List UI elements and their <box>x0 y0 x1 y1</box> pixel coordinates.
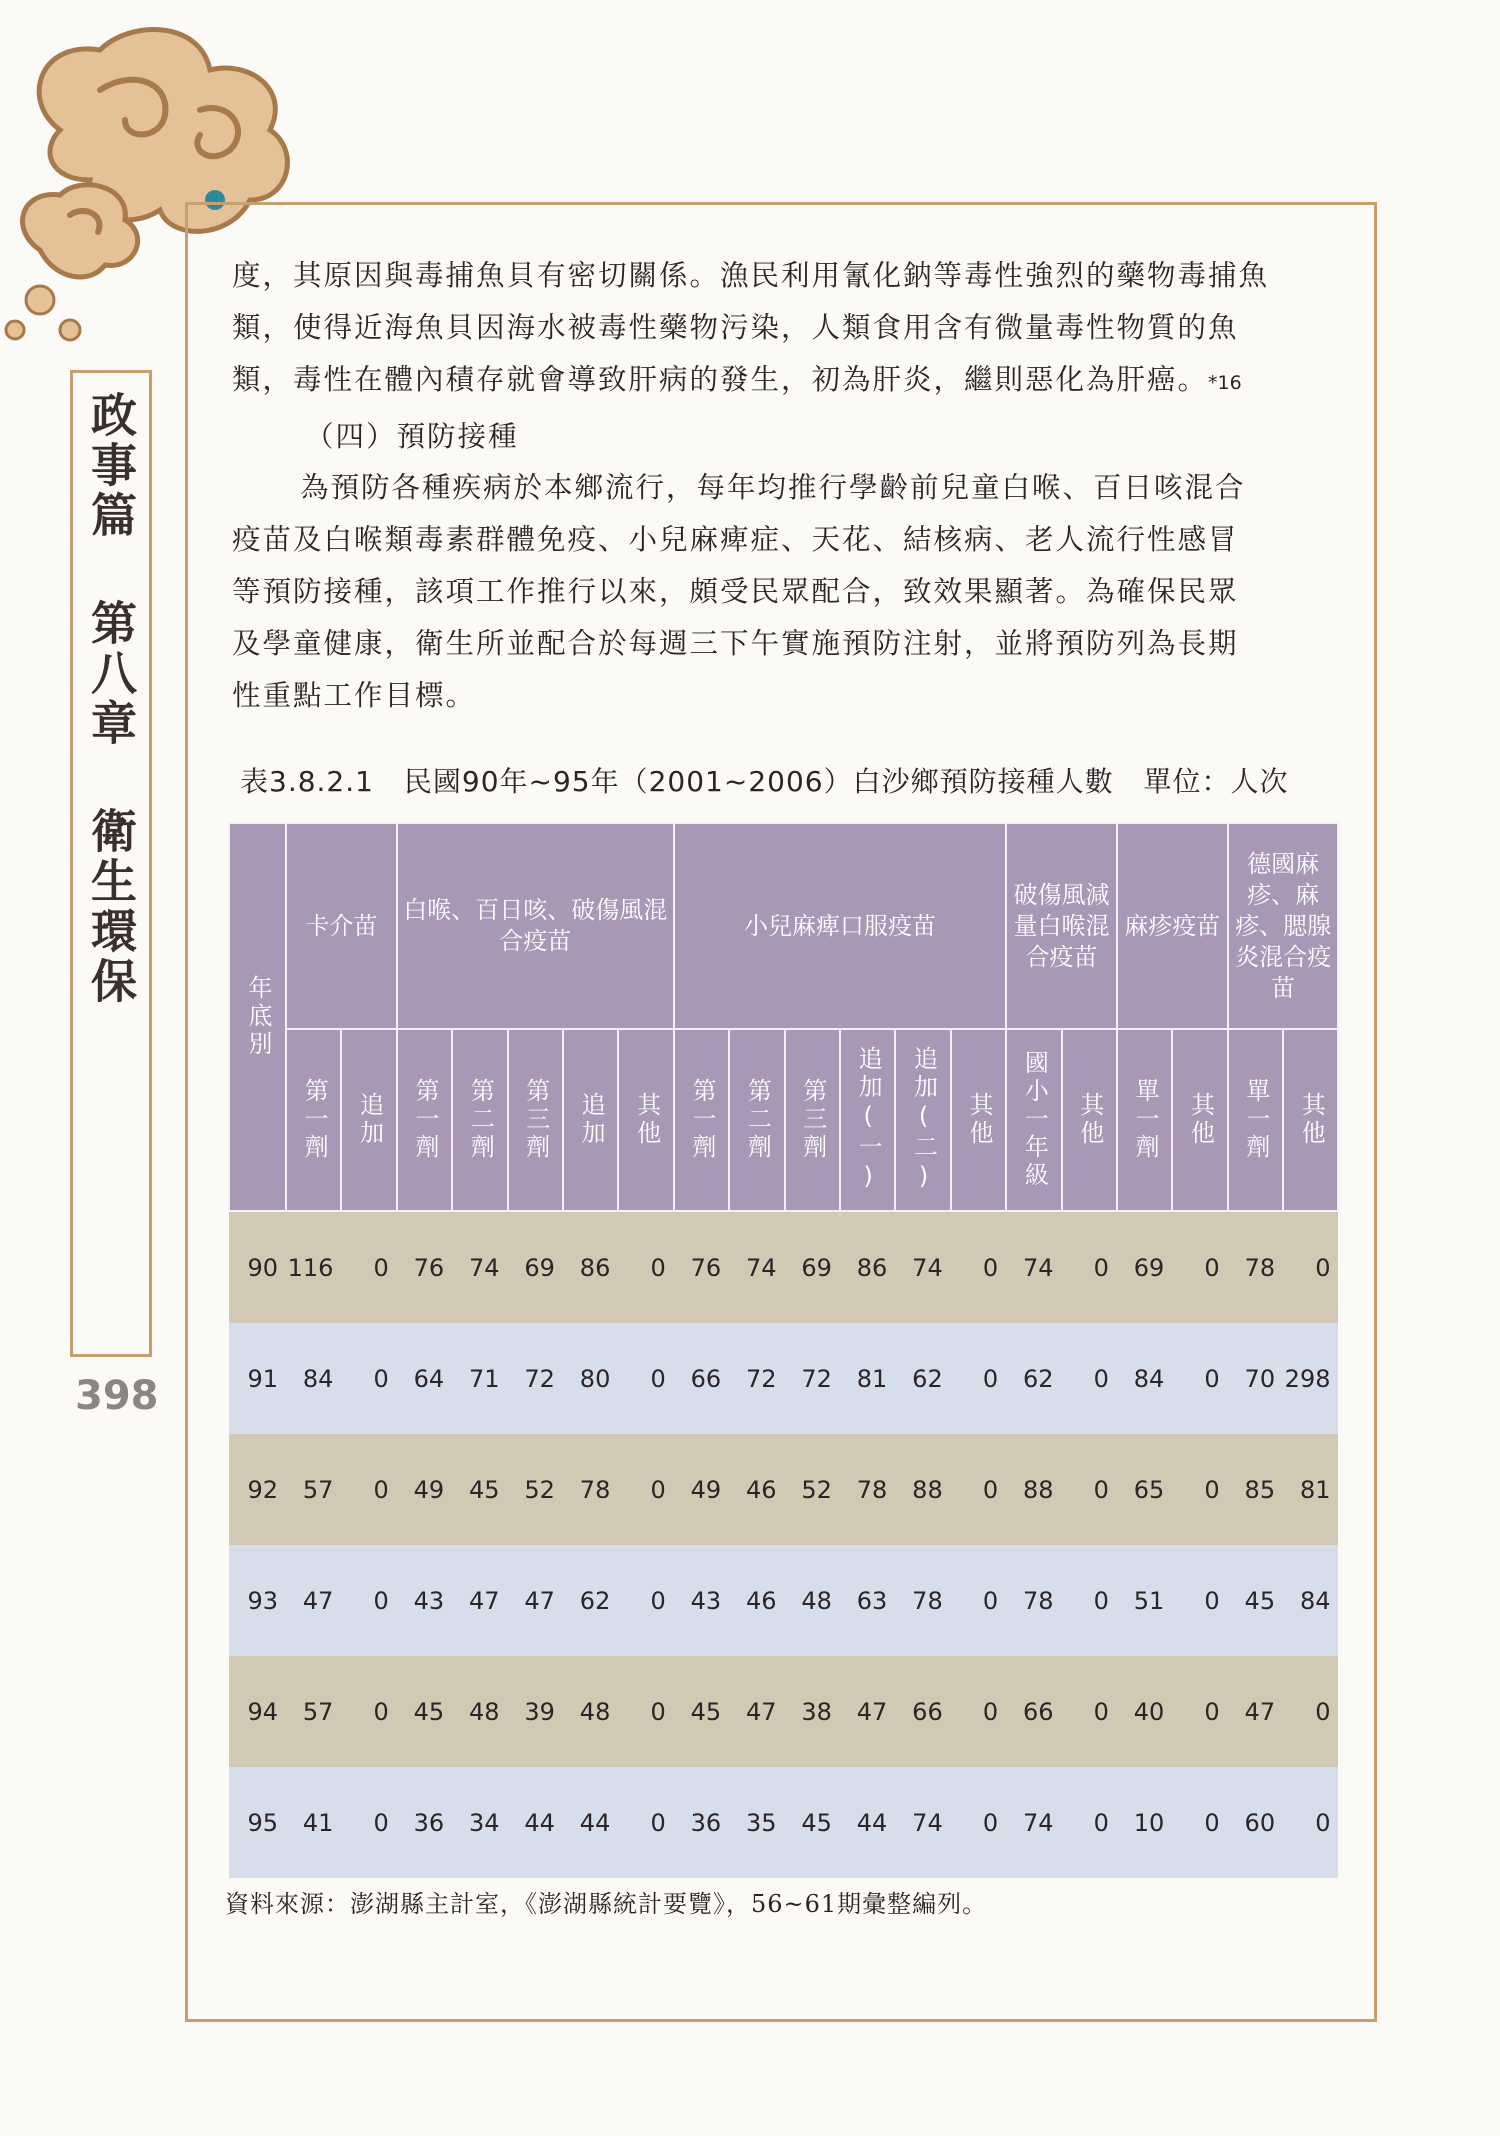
table-cell: 0 <box>951 1323 1006 1434</box>
table-cell: 0 <box>1062 1545 1117 1656</box>
table-cell: 81 <box>1283 1434 1338 1545</box>
group-header: 白喉、百日咳、破傷風混合疫苗 <box>397 823 674 1029</box>
table-cell: 45 <box>452 1434 507 1545</box>
table-cell: 43 <box>397 1545 452 1656</box>
table-cell: 66 <box>674 1323 729 1434</box>
body-line: 疫苗及白喉類毒素群體免疫、小兒麻痺症、天花、結核病、老人流行性感冒 <box>232 523 1239 556</box>
chapter-side-title: 政事篇 第八章 衛生環保 <box>84 391 138 1007</box>
table-cell: 0 <box>341 1656 396 1767</box>
table-cell: 0 <box>1172 1434 1227 1545</box>
table-cell: 64 <box>397 1323 452 1434</box>
table-cell: 36 <box>674 1767 729 1878</box>
table-cell: 71 <box>452 1323 507 1434</box>
table-row <box>229 1211 1338 1323</box>
table-cell: 0 <box>1062 1767 1117 1878</box>
table-cell: 0 <box>618 1323 673 1434</box>
sub-header: 單一劑 <box>1117 1029 1172 1211</box>
table-cell: 72 <box>508 1323 563 1434</box>
table-cell: 76 <box>674 1211 729 1323</box>
year-cell: 93 <box>229 1545 286 1656</box>
table-cell: 46 <box>729 1434 784 1545</box>
sub-header: 單一劑 <box>1228 1029 1283 1211</box>
table-cell: 86 <box>563 1211 618 1323</box>
table-cell: 78 <box>895 1545 950 1656</box>
group-header: 卡介苗 <box>286 823 397 1029</box>
group-header: 小兒麻痺口服疫苗 <box>674 823 1006 1029</box>
table-cell: 80 <box>563 1323 618 1434</box>
table-cell: 0 <box>341 1767 396 1878</box>
sub-header: 第三劑 <box>785 1029 840 1211</box>
table-cell: 0 <box>1172 1767 1227 1878</box>
table-cell: 60 <box>1228 1767 1283 1878</box>
table-cell: 39 <box>508 1656 563 1767</box>
group-header: 麻疹疫苗 <box>1117 823 1228 1029</box>
table-cell: 0 <box>1062 1656 1117 1767</box>
table-cell: 46 <box>729 1545 784 1656</box>
table-cell: 47 <box>729 1656 784 1767</box>
table-cell: 0 <box>1172 1323 1227 1434</box>
year-cell: 91 <box>229 1323 286 1434</box>
body-line: 為預防各種疾病於本鄉流行，每年均推行學齡前兒童白喉、百日咳混合 <box>300 471 1246 504</box>
table-cell: 78 <box>1006 1545 1061 1656</box>
table-cell: 51 <box>1117 1545 1172 1656</box>
table-cell: 0 <box>1283 1656 1338 1767</box>
year-cell: 92 <box>229 1434 286 1545</box>
table-cell: 78 <box>1228 1211 1283 1323</box>
table-cell: 88 <box>1006 1434 1061 1545</box>
table-cell: 44 <box>508 1767 563 1878</box>
sub-header: 其他 <box>1283 1029 1338 1211</box>
sub-header: 追加(二) <box>895 1029 950 1211</box>
year-cell: 94 <box>229 1656 286 1767</box>
table-cell: 0 <box>618 1767 673 1878</box>
table-cell: 70 <box>1228 1323 1283 1434</box>
table-cell: 52 <box>508 1434 563 1545</box>
table-cell: 69 <box>508 1211 563 1323</box>
table-cell: 36 <box>397 1767 452 1878</box>
table-cell: 0 <box>951 1211 1006 1323</box>
sub-header: 其他 <box>951 1029 1006 1211</box>
intro-line: 度，其原因與毒捕魚貝有密切關係。漁民利用氰化鈉等毒性強烈的藥物毒捕魚 <box>232 259 1270 292</box>
table-title: 民國90年~95年（2001~2006）白沙鄉預防接種人數 <box>403 765 1114 798</box>
table-cell: 47 <box>508 1545 563 1656</box>
intro-line: 類，毒性在體內積存就會導致肝病的發生，初為肝炎，繼則惡化為肝癌。*16 <box>232 363 1242 396</box>
table-cell: 0 <box>1172 1211 1227 1323</box>
table-unit: 單位：人次 <box>1143 765 1289 798</box>
table-cell: 35 <box>729 1767 784 1878</box>
table-cell: 84 <box>286 1323 341 1434</box>
table-cell: 48 <box>785 1545 840 1656</box>
sub-header: 其他 <box>618 1029 673 1211</box>
table-cell: 66 <box>1006 1656 1061 1767</box>
table-row <box>229 1323 1338 1434</box>
table-cell: 45 <box>397 1656 452 1767</box>
table-row <box>229 1767 1338 1878</box>
sub-header: 追加(一) <box>840 1029 895 1211</box>
intro-line: 類，使得近海魚貝因海水被毒性藥物污染，人類食用含有微量毒性物質的魚 <box>232 311 1239 344</box>
table-cell: 0 <box>341 1211 396 1323</box>
table-cell: 0 <box>341 1545 396 1656</box>
table-cell: 0 <box>1172 1545 1227 1656</box>
table-cell: 41 <box>286 1767 341 1878</box>
body-line: 及學童健康，衛生所並配合於每週三下午實施預防注射，並將預防列為長期 <box>232 627 1239 660</box>
table-cell: 0 <box>1062 1211 1117 1323</box>
table-cell: 84 <box>1283 1545 1338 1656</box>
source-note: 資料來源：澎湖縣主計室，《澎湖縣統計要覽》，56~61期彙整編列。 <box>225 1890 988 1918</box>
table-cell: 44 <box>563 1767 618 1878</box>
table-cell: 0 <box>1062 1434 1117 1545</box>
table-cell: 0 <box>1172 1656 1227 1767</box>
table-cell: 0 <box>1062 1323 1117 1434</box>
section-subheading: （四）預防接種 <box>305 420 519 453</box>
table-cell: 47 <box>840 1656 895 1767</box>
table-cell: 78 <box>563 1434 618 1545</box>
table-cell: 88 <box>895 1434 950 1545</box>
intro-paragraph <box>232 250 1344 409</box>
table-cell: 62 <box>563 1545 618 1656</box>
table-cell: 72 <box>729 1323 784 1434</box>
table-row <box>229 1434 1338 1545</box>
table-cell: 0 <box>951 1767 1006 1878</box>
row-header-year: 年底別 <box>229 823 286 1211</box>
vaccination-table <box>228 822 1339 1878</box>
table-cell: 74 <box>895 1211 950 1323</box>
sub-header: 追加 <box>563 1029 618 1211</box>
page-number: 398 <box>75 1373 159 1419</box>
table-cell: 69 <box>1117 1211 1172 1323</box>
sub-header: 第一劑 <box>397 1029 452 1211</box>
table-cell: 49 <box>674 1434 729 1545</box>
table-cell: 57 <box>286 1656 341 1767</box>
sub-header: 其他 <box>1172 1029 1227 1211</box>
table-cell: 49 <box>397 1434 452 1545</box>
table-cell: 0 <box>618 1211 673 1323</box>
table-cell: 38 <box>785 1656 840 1767</box>
year-cell: 90 <box>229 1211 286 1323</box>
table-cell: 76 <box>397 1211 452 1323</box>
body-line: 等預防接種，該項工作推行以來，頗受民眾配合，致效果顯著。為確保民眾 <box>232 575 1239 608</box>
table-cell: 84 <box>1117 1323 1172 1434</box>
table-cell: 62 <box>1006 1323 1061 1434</box>
table-cell: 48 <box>452 1656 507 1767</box>
chapter-side-box <box>70 370 152 1357</box>
table-cell: 34 <box>452 1767 507 1878</box>
table-number: 表3.8.2.1 <box>240 765 374 798</box>
table-cell: 43 <box>674 1545 729 1656</box>
table-cell: 78 <box>840 1434 895 1545</box>
sub-header: 國小一年級 <box>1006 1029 1061 1211</box>
table-row <box>229 1545 1338 1656</box>
table-cell: 74 <box>1006 1767 1061 1878</box>
table-cell: 48 <box>563 1656 618 1767</box>
table-cell: 0 <box>341 1323 396 1434</box>
sub-header: 其他 <box>1062 1029 1117 1211</box>
table-cell: 40 <box>1117 1656 1172 1767</box>
table-cell: 62 <box>895 1323 950 1434</box>
table-cell: 63 <box>840 1545 895 1656</box>
year-cell: 95 <box>229 1767 286 1878</box>
footnote-marker: *16 <box>1208 372 1242 394</box>
table-cell: 72 <box>785 1323 840 1434</box>
sub-header: 第二劑 <box>452 1029 507 1211</box>
table-cell: 0 <box>341 1434 396 1545</box>
table-cell: 81 <box>840 1323 895 1434</box>
table-cell: 57 <box>286 1434 341 1545</box>
table-cell: 0 <box>951 1434 1006 1545</box>
table-cell: 74 <box>729 1211 784 1323</box>
body-line: 性重點工作目標。 <box>232 679 477 712</box>
table-cell: 69 <box>785 1211 840 1323</box>
table-cell: 66 <box>895 1656 950 1767</box>
table-cell: 74 <box>452 1211 507 1323</box>
table-cell: 45 <box>1228 1545 1283 1656</box>
table-cell: 74 <box>895 1767 950 1878</box>
group-header: 德國麻疹、麻疹、腮腺炎混合疫苗 <box>1228 823 1339 1029</box>
table-cell: 10 <box>1117 1767 1172 1878</box>
table-cell: 65 <box>1117 1434 1172 1545</box>
table-cell: 116 <box>286 1211 341 1323</box>
table-cell: 44 <box>840 1767 895 1878</box>
table-cell: 52 <box>785 1434 840 1545</box>
table-cell: 0 <box>1283 1211 1338 1323</box>
table-caption <box>240 760 1340 800</box>
sub-header: 追加 <box>341 1029 396 1211</box>
sub-header: 第三劑 <box>508 1029 563 1211</box>
group-header: 破傷風減量白喉混合疫苗 <box>1006 823 1117 1029</box>
sub-header: 第一劑 <box>674 1029 729 1211</box>
table-cell: 0 <box>951 1545 1006 1656</box>
table-cell: 86 <box>840 1211 895 1323</box>
table-cell: 0 <box>951 1656 1006 1767</box>
table-cell: 298 <box>1283 1323 1338 1434</box>
sub-header: 第二劑 <box>729 1029 784 1211</box>
table-cell: 47 <box>452 1545 507 1656</box>
table-cell: 74 <box>1006 1211 1061 1323</box>
table-cell: 85 <box>1228 1434 1283 1545</box>
sub-header: 第一劑 <box>286 1029 341 1211</box>
table-cell: 45 <box>674 1656 729 1767</box>
table-row <box>229 1656 1338 1767</box>
table-cell: 0 <box>618 1656 673 1767</box>
table-cell: 47 <box>286 1545 341 1656</box>
table-cell: 0 <box>1283 1767 1338 1878</box>
table-cell: 47 <box>1228 1656 1283 1767</box>
table-cell: 0 <box>618 1545 673 1656</box>
body-paragraph <box>232 462 1344 722</box>
table-cell: 0 <box>618 1434 673 1545</box>
table-cell: 45 <box>785 1767 840 1878</box>
